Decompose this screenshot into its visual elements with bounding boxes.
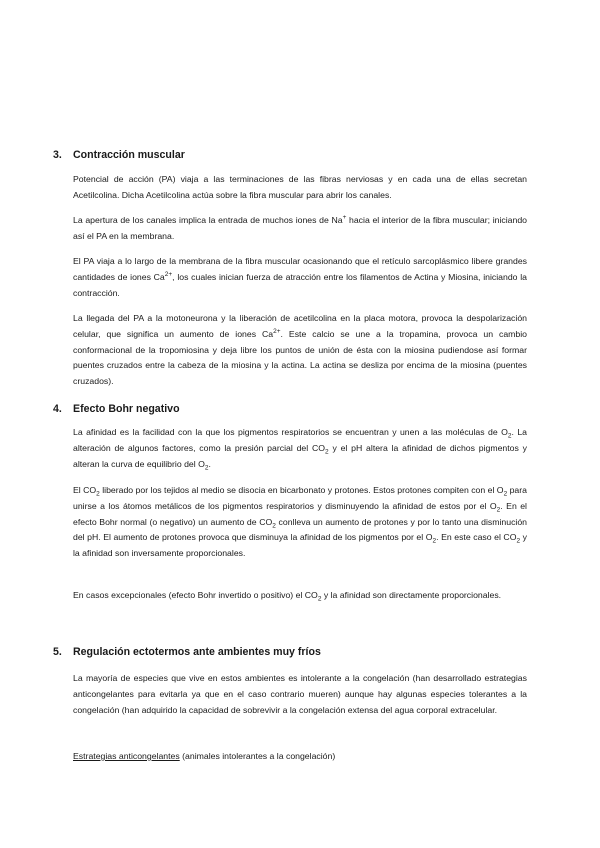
subscript: 2 bbox=[96, 490, 100, 498]
section-3-heading bbox=[53, 149, 185, 161]
text: . En este caso el CO bbox=[436, 532, 517, 543]
paragraph-3-4 bbox=[73, 311, 527, 390]
text: y la afinidad son inversamente proporcionales. bbox=[73, 532, 527, 559]
text: y la afinidad son directamente proporcionales. bbox=[321, 590, 502, 600]
section-3-title: Contracción muscular bbox=[73, 149, 185, 161]
text: liberado por los tejidos al medio se disocia en bicarbonato y protones. Estos protones compiten con el O bbox=[99, 485, 504, 495]
subscript: 2 bbox=[272, 522, 276, 530]
subscript: 2 bbox=[204, 464, 209, 472]
superscript: 2+ bbox=[164, 270, 173, 278]
paragraph-3-1 bbox=[73, 172, 527, 204]
subscript: 2 bbox=[507, 432, 512, 440]
text: . En el efecto Bohr normal (o negativo) un aumento de CO bbox=[73, 500, 527, 527]
section-5-heading bbox=[53, 646, 321, 658]
section-4-number: 4. bbox=[53, 403, 62, 415]
text: . Este calcio se une a la tropamina, provoca un cambio conformacional de la tropomiosina y deja libre los puntos de unión de ésta con la miosina pudiendose así formar puentes cruzados entre la cabeza de la miosina y la actina. La actina se desliza por encima de la miosina (puentes cruzados). bbox=[73, 328, 528, 387]
paragraph-5-1 bbox=[73, 671, 527, 718]
section-3-number: 3. bbox=[53, 149, 62, 161]
paragraph-4-2 bbox=[73, 483, 527, 562]
subscript: 2 bbox=[317, 595, 322, 603]
text: Potencial de acción (PA) viaja a las terminaciones de las fibras nerviosas y en cada una de ellas secretan Acetilcolina. Dicha Acetilcolina actúa sobre la fibra muscular para abrir los canales. bbox=[73, 174, 527, 200]
text: . La alteración de algunos factores, como la presión parcial del CO bbox=[73, 427, 527, 453]
subscript: 2 bbox=[432, 538, 437, 546]
text: La llegada del PA a la motoneurona y la liberación de acetilcolina en la placa motora, provoca la despolarización celular, que significa un aumento de iones Ca bbox=[73, 313, 527, 339]
subscript: 2 bbox=[516, 538, 521, 546]
subscript: 2 bbox=[325, 448, 329, 456]
section-5-title: Regulación ectotermos ante ambientes muy fríos bbox=[73, 646, 321, 658]
text: conlleva un aumento de protones y por lo tanto una disminución del pH. El aumento de protones provoca que disminuya la afinidad de los pigmentos por el O bbox=[73, 516, 528, 543]
section-4-title: Efecto Bohr negativo bbox=[73, 403, 180, 415]
text: La afinidad es la facilidad con la que los pigmentos respiratorios se encuentran y unen a las moléculas de O bbox=[73, 427, 508, 437]
subscript: 2 bbox=[496, 506, 501, 514]
superscript: 2+ bbox=[273, 327, 281, 335]
text: , los cuales inician fuerza de atracción entre los filamentos de Actina y Miosina, iniciando la contracción. bbox=[73, 271, 527, 298]
text: (animales intolerantes a la congelación) bbox=[179, 751, 336, 761]
paragraph-3-2 bbox=[73, 213, 527, 245]
superscript: + bbox=[342, 214, 347, 222]
paragraph-5-2 bbox=[73, 749, 527, 765]
text: El CO bbox=[73, 485, 97, 495]
text: El PA viaja a lo largo de la membrana de la fibra muscular ocasionando que el retículo sarcoplásmico libere grandes cantidades de iones Ca bbox=[73, 256, 527, 282]
text: La apertura de los canales implica la entrada de muchos iones de Na bbox=[73, 215, 343, 225]
text: y el pH altera la afinidad de dichos pigmentos y alteran la curva de equilibrio del O bbox=[73, 442, 527, 469]
paragraph-4-3 bbox=[73, 588, 527, 604]
text: para unirse a los átomos metálicos de los pigmentos respiratorios y disminuyendo la afinidad de estos por el O bbox=[73, 485, 527, 511]
underlined-subheading: Estrategias anticongelantes bbox=[73, 751, 180, 761]
section-5-number: 5. bbox=[53, 646, 62, 658]
section-4-heading bbox=[53, 403, 180, 415]
text: La mayoría de especies que vive en estos ambientes es intolerante a la congelación (han desarrollado estrategias anticongelantes para evitarla ya que en el caso contrario mueren) aunque hay algunas especies tolerantes a la congelación (han adquirido la capacidad de sobrevivir a la congelación extensa del agua corporal extracelular. bbox=[73, 673, 527, 715]
subscript: 2 bbox=[503, 490, 508, 498]
paragraph-4-1 bbox=[73, 425, 527, 472]
text: . bbox=[208, 458, 211, 469]
text: En casos excepcionales (efecto Bohr invertido o positivo) el CO bbox=[73, 590, 318, 600]
paragraph-3-3 bbox=[73, 254, 527, 301]
text: hacia el interior de la fibra muscular; iniciando así el PA en la membrana. bbox=[73, 215, 528, 241]
